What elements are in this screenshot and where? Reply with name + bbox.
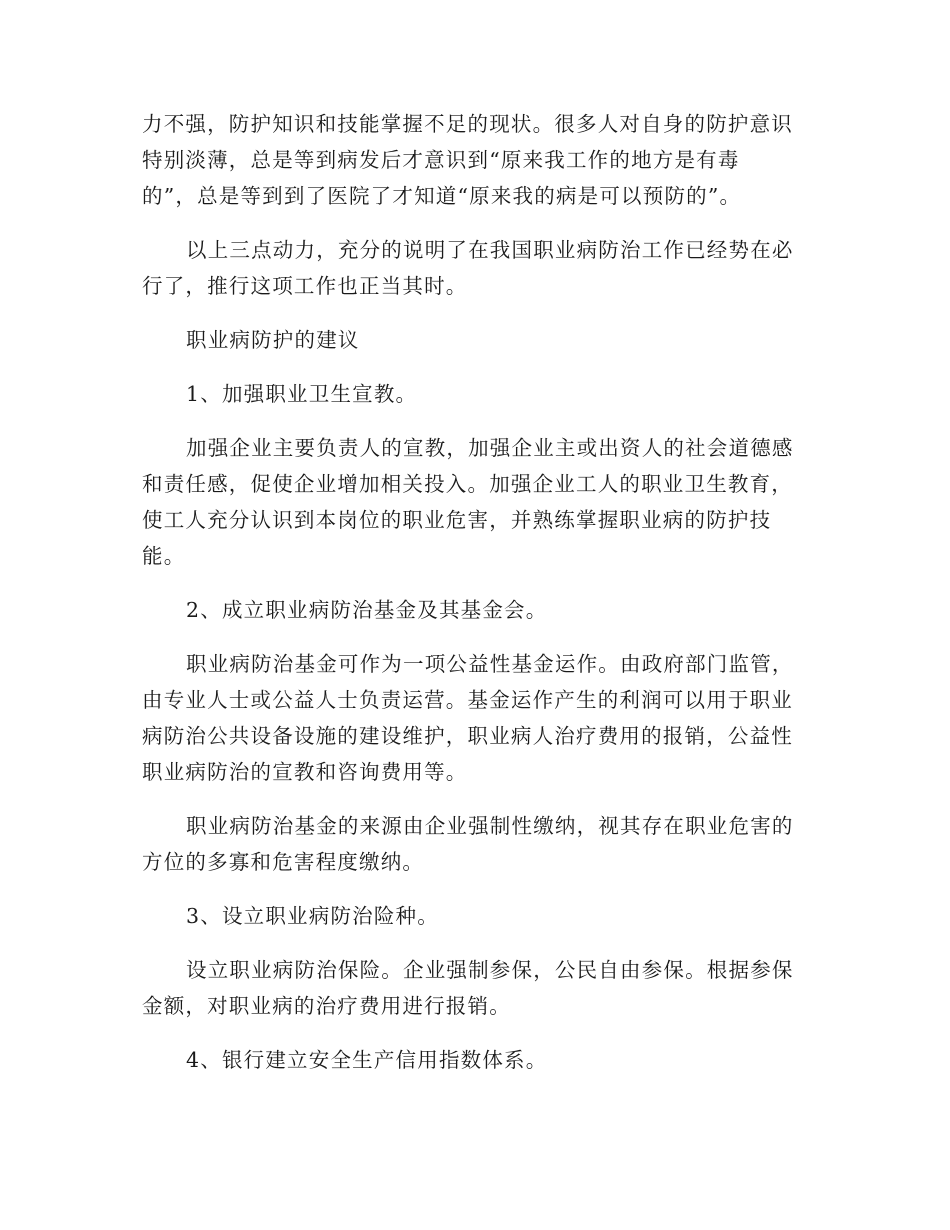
- paragraph-line: 以上三点动力，充分的说明了在我国职业病防治工作已经势在必: [186, 238, 794, 262]
- paragraph-line: 职业病防治基金可作为一项公益性基金运作。由政府部门监管，: [186, 652, 794, 676]
- document-body: [142, 106, 812, 1096]
- paragraph-line: 方位的多寡和危害程度缴纳。: [142, 850, 425, 874]
- paragraph-line: 力不强，防护知识和技能掌握不足的现状。很多人对自身的防护意识: [142, 112, 793, 136]
- paragraph-p2: [142, 232, 812, 304]
- paragraph-line: 职业病防护的建议: [186, 328, 360, 352]
- paragraph-p10: [142, 952, 812, 1024]
- paragraph-p6: [142, 592, 812, 628]
- paragraph-p1: [142, 106, 812, 214]
- paragraph-line: 由专业人士或公益人士负责运营。基金运作产生的利润可以用于职业: [142, 688, 793, 712]
- paragraph-line: 设立职业病防治保险。企业强制参保，公民自由参保。根据参保: [186, 958, 794, 982]
- paragraph-p3: [142, 322, 812, 358]
- paragraph-line: 3、设立职业病防治险种。: [186, 904, 439, 928]
- paragraph-line: 使工人充分认识到本岗位的职业危害，并熟练掌握职业病的防护技: [142, 508, 772, 532]
- paragraph-line: 行了，推行这项工作也正当其时。: [142, 274, 468, 298]
- paragraph-p5: [142, 430, 812, 574]
- paragraph-p8: [142, 808, 812, 880]
- paragraph-p9: [142, 898, 812, 934]
- paragraph-line: 的”，总是等到到了医院了才知道“原来我的病是可以预防的”。: [142, 184, 742, 208]
- paragraph-line: 病防治公共设备设施的建设维护，职业病人治疗费用的报销，公益性: [142, 724, 793, 748]
- paragraph-line: 加强企业主要负责人的宣教，加强企业主或出资人的社会道德感: [186, 436, 794, 460]
- paragraph-line: 职业病防治基金的来源由企业强制性缴纳，视其存在职业危害的: [186, 814, 794, 838]
- paragraph-p4: [142, 376, 812, 412]
- paragraph-p7: [142, 646, 812, 790]
- paragraph-line: 特别淡薄，总是等到病发后才意识到“原来我工作的地方是有毒: [142, 148, 740, 172]
- paragraph-line: 和责任感，促使企业增加相关投入。加强企业工人的职业卫生教育，: [142, 472, 793, 496]
- paragraph-p11: [142, 1042, 812, 1078]
- paragraph-line: 职业病防治的宣教和咨询费用等。: [142, 760, 468, 784]
- paragraph-line: 金额，对职业病的治疗费用进行报销。: [142, 994, 511, 1018]
- paragraph-line: 能。: [142, 544, 186, 568]
- paragraph-line: 4、银行建立安全生产信用指数体系。: [186, 1048, 548, 1072]
- paragraph-line: 2、成立职业病防治基金及其基金会。: [186, 598, 548, 622]
- paragraph-line: 1、加强职业卫生宣教。: [186, 382, 418, 406]
